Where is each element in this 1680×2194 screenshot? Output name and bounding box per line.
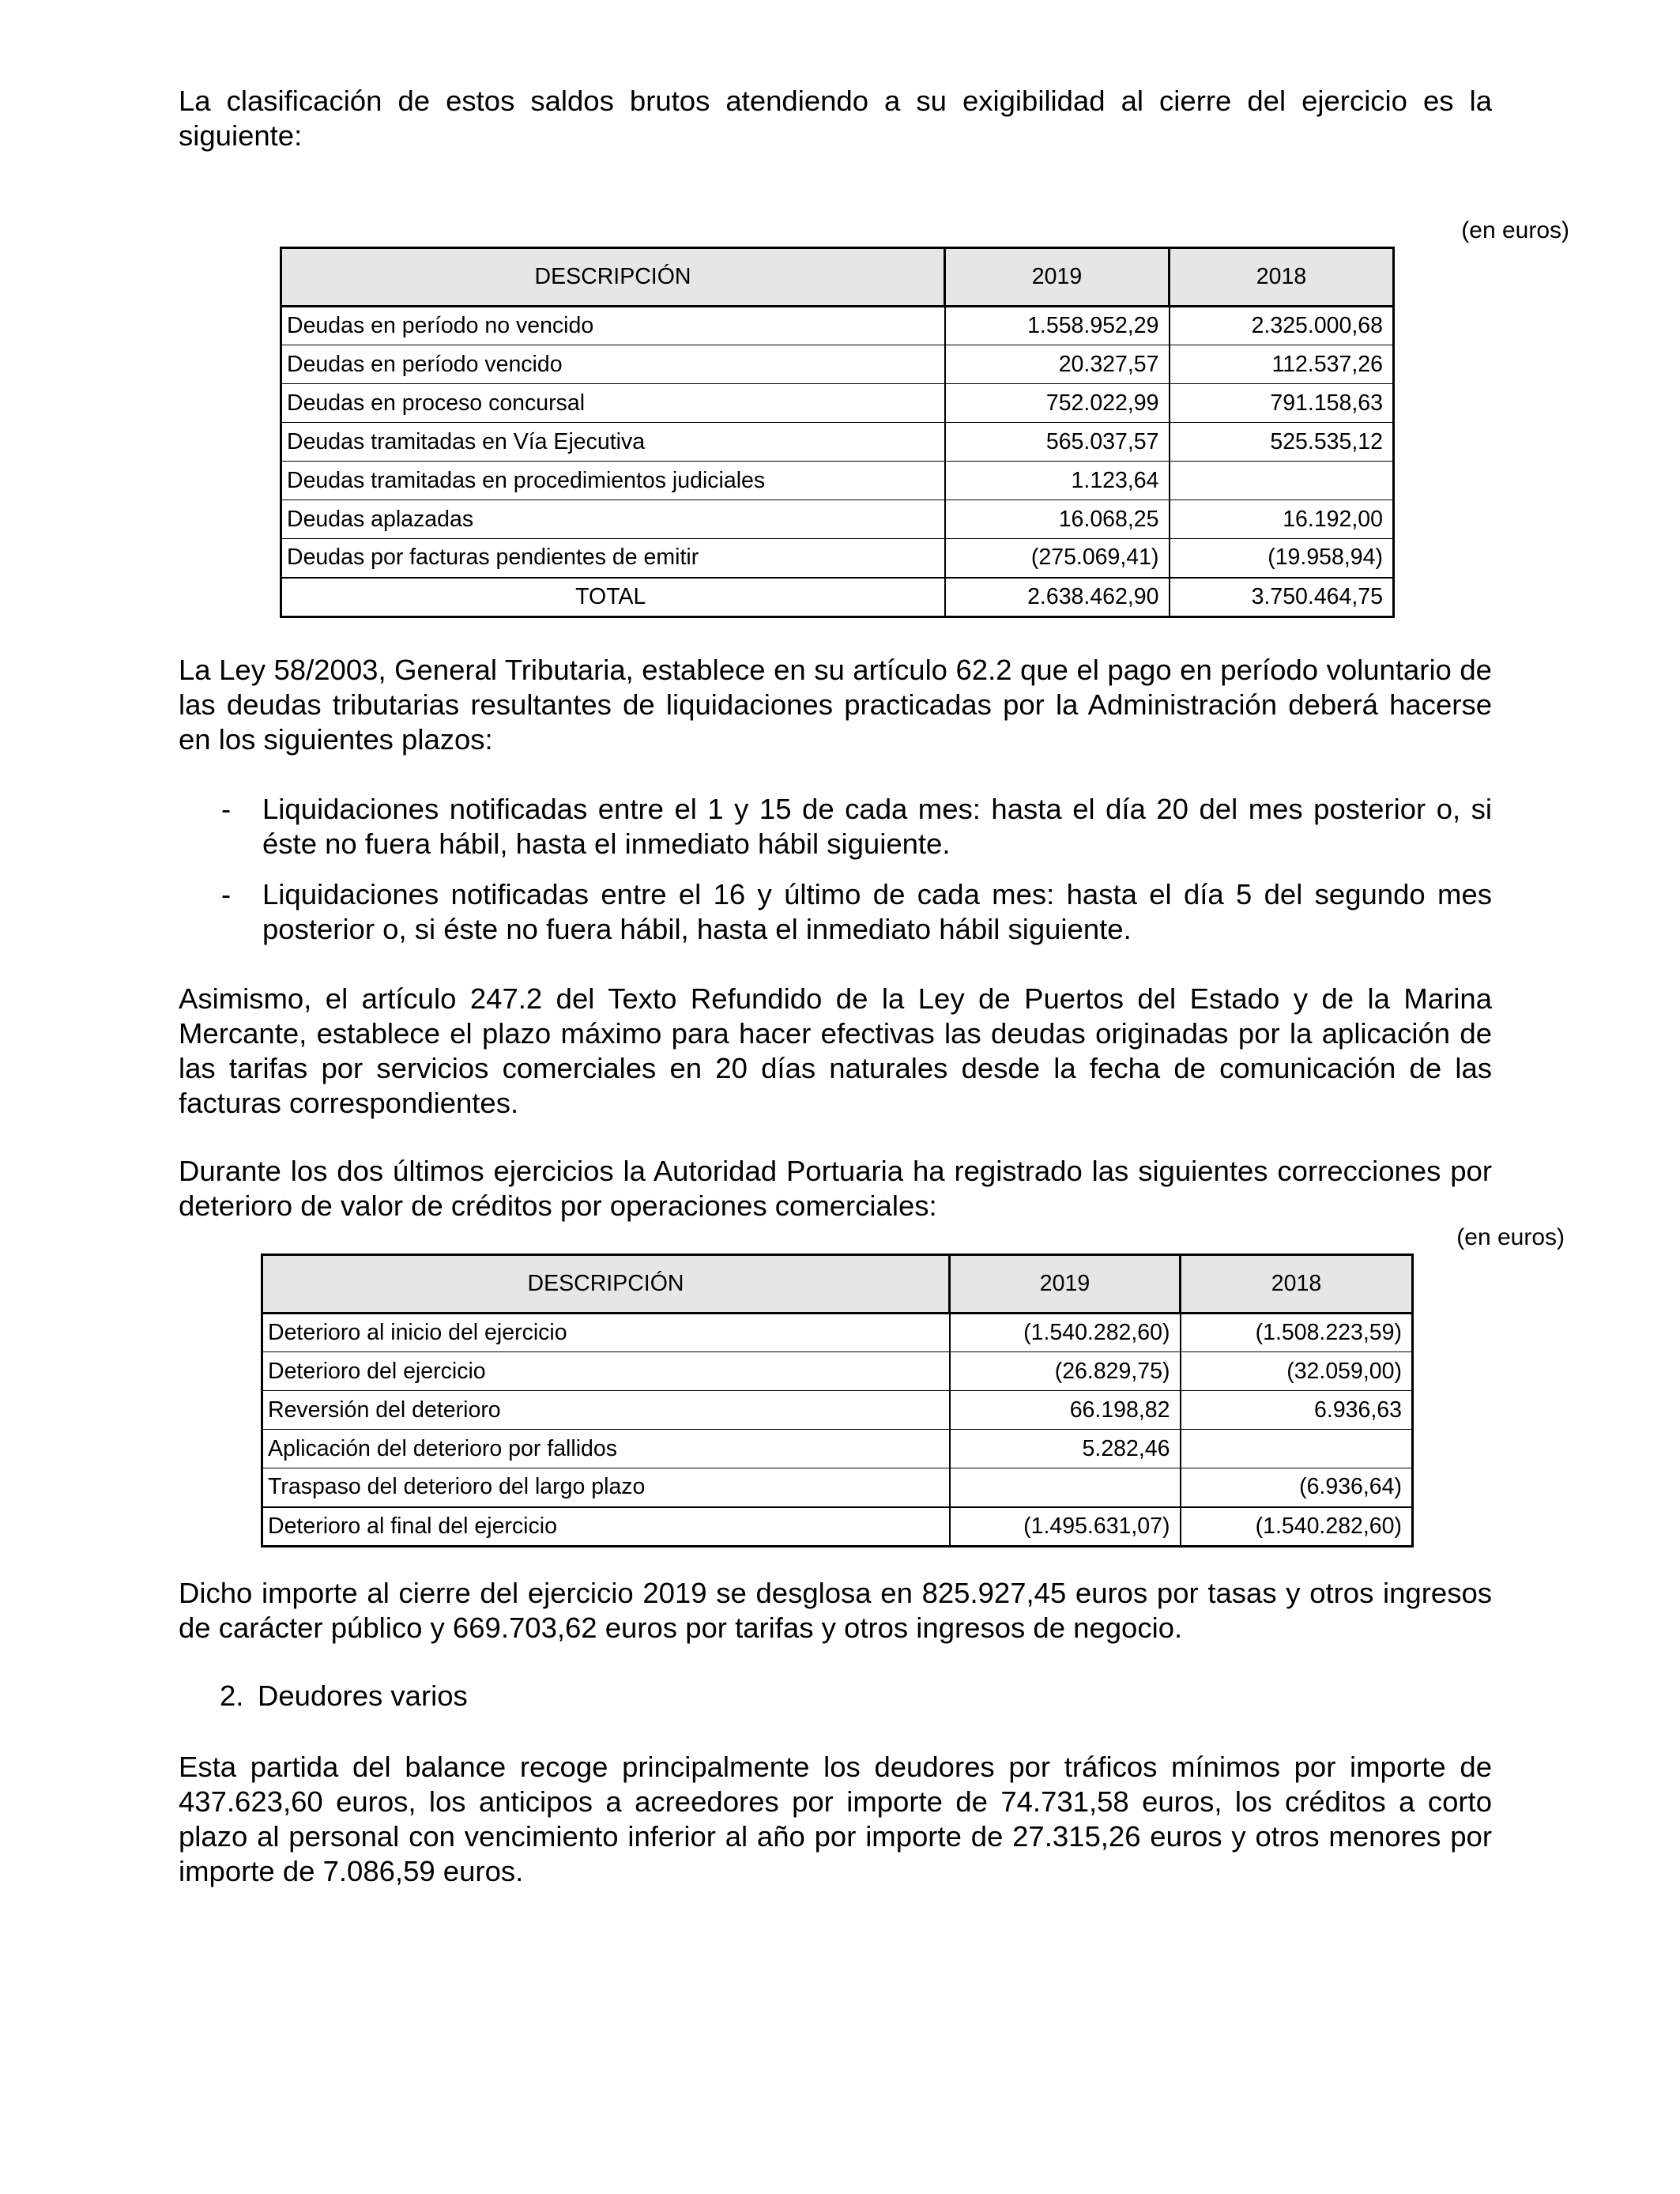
row-desc: Deterioro del ejercicio xyxy=(262,1352,950,1391)
table-row xyxy=(262,1468,1413,1507)
row-value-2019: (1.540.282,60) xyxy=(950,1314,1181,1352)
row-value-2018: 112.537,26 xyxy=(1170,345,1394,384)
esta-partida-paragraph: Esta partida del balance recoge principalmente los deudores por tráficos mínimos por importe de 437.623,60 euros, los anticipos a acreedores por importe de 74.731,58 euros, los créditos a corto plazo al personal con vencimiento inferior al año por importe de 27.315,26 euros y otros menores por importe de 7.086,59 euros. xyxy=(179,1751,1492,1887)
table-row xyxy=(281,539,1394,578)
row-value-2019: 565.037,57 xyxy=(945,423,1170,462)
row-value-2018 xyxy=(1170,462,1394,500)
table2-total-row xyxy=(262,1507,1413,1547)
table2-unit-label: (en euros) xyxy=(1456,1224,1565,1250)
row-value-2018: (6.936,64) xyxy=(1181,1468,1413,1507)
section-title: Deudores varios xyxy=(258,1679,468,1712)
table-row xyxy=(281,462,1394,500)
bullet-text: Liquidaciones notificadas entre el 1 y 15 de cada mes: hasta el día 20 del mes posterior o, si éste no fuera hábil, hasta el inmediato hábil siguiente. xyxy=(262,793,1492,860)
row-desc: Reversión del deterioro xyxy=(262,1391,950,1430)
total-value-2018: (1.540.282,60) xyxy=(1181,1507,1413,1547)
bullet-dash: - xyxy=(221,878,232,910)
table-row xyxy=(281,307,1394,345)
row-value-2018 xyxy=(1181,1430,1413,1468)
row-value-2019: (275.069,41) xyxy=(945,539,1170,578)
row-desc: Deudas en proceso concursal xyxy=(281,384,945,423)
row-value-2018: 791.158,63 xyxy=(1170,384,1394,423)
row-value-2018: (19.958,94) xyxy=(1170,539,1394,578)
row-value-2019: 5.282,46 xyxy=(950,1430,1181,1468)
table-row xyxy=(262,1430,1413,1468)
row-value-2019: 1.123,64 xyxy=(945,462,1170,500)
section-number: 2. xyxy=(220,1679,244,1712)
table-row xyxy=(262,1314,1413,1352)
row-value-2018: 6.936,63 xyxy=(1181,1391,1413,1430)
table2-header-row xyxy=(262,1255,1413,1314)
row-value-2018: 16.192,00 xyxy=(1170,500,1394,539)
row-desc: Deudas tramitadas en Vía Ejecutiva xyxy=(281,423,945,462)
intro-paragraph: La clasificación de estos saldos brutos atendiendo a su exigibilidad al cierre del ejercicio es la siguiente: xyxy=(179,85,1492,152)
row-desc: Traspaso del deterioro del largo plazo xyxy=(262,1468,950,1507)
table1-header-2019: 2019 xyxy=(945,248,1170,307)
total-label: TOTAL xyxy=(281,578,945,617)
table-row xyxy=(281,423,1394,462)
table2-header-2018: 2018 xyxy=(1181,1255,1413,1314)
table-row xyxy=(262,1391,1413,1430)
section-heading-deudores-varios xyxy=(220,1679,468,1713)
row-value-2018: (1.508.223,59) xyxy=(1181,1314,1413,1352)
ley-paragraph: La Ley 58/2003, General Tributaria, establece en su artículo 62.2 que el pago en período voluntario de las deudas tributarias resultantes de liquidaciones practicadas por la Administración deberá hacerse en los siguientes plazos: xyxy=(179,654,1492,756)
asimismo-paragraph: Asimismo, el artículo 247.2 del Texto Refundido de la Ley de Puertos del Estado y de la Marina Mercante, establece el plazo máximo para hacer efectivas las deudas originadas por la aplicación de las tarifas por servicios comerciales en 20 días naturales desde la fecha de comunicación de las facturas correspondientes. xyxy=(179,982,1492,1119)
row-value-2018: 525.535,12 xyxy=(1170,423,1394,462)
dicho-paragraph: Dicho importe al cierre del ejercicio 2019 se desglosa en 825.927,45 euros por tasas y otros ingresos de carácter público y 669.703,62 euros por tarifas y otros ingresos de negocio. xyxy=(179,1577,1492,1644)
row-desc: Deterioro al inicio del ejercicio xyxy=(262,1314,950,1352)
row-value-2019: 752.022,99 xyxy=(945,384,1170,423)
table-row xyxy=(281,500,1394,539)
row-value-2018: (32.059,00) xyxy=(1181,1352,1413,1391)
row-value-2019: 66.198,82 xyxy=(950,1391,1181,1430)
table-deterioro xyxy=(261,1253,1414,1547)
row-desc: Deudas aplazadas xyxy=(281,500,945,539)
table-row xyxy=(281,384,1394,423)
table1-total-row xyxy=(281,578,1394,617)
total-label: Deterioro al final del ejercicio xyxy=(262,1507,950,1547)
table-saldos-exigibilidad xyxy=(280,247,1395,618)
row-desc: Aplicación del deterioro por fallidos xyxy=(262,1430,950,1468)
row-value-2019: 1.558.952,29 xyxy=(945,307,1170,345)
table2-header-2019: 2019 xyxy=(950,1255,1181,1314)
bullet-dash: - xyxy=(221,793,232,825)
table-row xyxy=(281,345,1394,384)
table1-unit-label: (en euros) xyxy=(1461,217,1569,243)
row-value-2019 xyxy=(950,1468,1181,1507)
total-value-2019: (1.495.631,07) xyxy=(950,1507,1181,1547)
row-desc: Deudas en período no vencido xyxy=(281,307,945,345)
total-value-2018: 3.750.464,75 xyxy=(1170,578,1394,617)
row-value-2019: 20.327,57 xyxy=(945,345,1170,384)
row-desc: Deudas tramitadas en procedimientos judiciales xyxy=(281,462,945,500)
row-desc: Deudas en período vencido xyxy=(281,345,945,384)
bullet-text: Liquidaciones notificadas entre el 16 y último de cada mes: hasta el día 5 del segundo mes posterior o, si éste no fuera hábil, hasta el inmediato hábil siguiente. xyxy=(262,878,1492,945)
durante-paragraph: Durante los dos últimos ejercicios la Autoridad Portuaria ha registrado las siguientes correcciones por deterioro de valor de créditos por operaciones comerciales: xyxy=(179,1155,1492,1222)
table2-header-desc: DESCRIPCIÓN xyxy=(262,1255,950,1314)
table1-header-row xyxy=(281,248,1394,307)
table-row xyxy=(262,1352,1413,1391)
row-value-2018: 2.325.000,68 xyxy=(1170,307,1394,345)
row-value-2019: 16.068,25 xyxy=(945,500,1170,539)
row-value-2019: (26.829,75) xyxy=(950,1352,1181,1391)
total-value-2019: 2.638.462,90 xyxy=(945,578,1170,617)
table1-header-desc: DESCRIPCIÓN xyxy=(281,248,945,307)
row-desc: Deudas por facturas pendientes de emitir xyxy=(281,539,945,578)
table1-header-2018: 2018 xyxy=(1170,248,1394,307)
